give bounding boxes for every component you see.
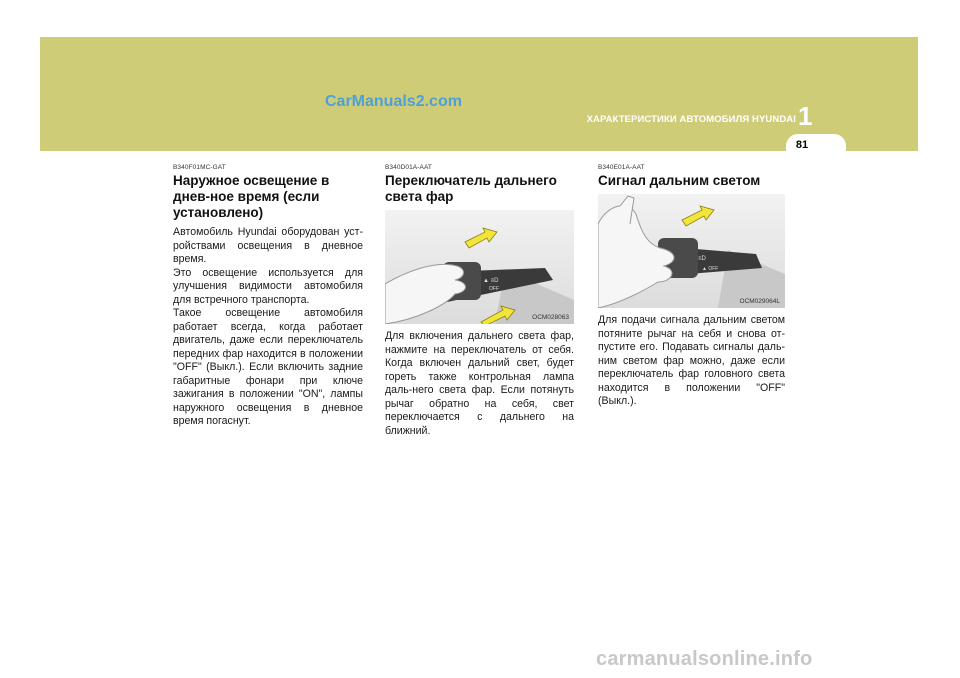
svg-text:▲ ≡D: ▲ ≡D [483, 278, 499, 284]
section-code: B340F01MC-GAT [173, 164, 226, 171]
figure-code: OCM028063 [532, 314, 569, 321]
section-title: Наружное освещение в днев-ное время (если установлено) [173, 173, 330, 220]
section-paragraph: Для подачи сигнала дальним светом потяните рычаг на себя и снова от-пустите его. Подавать сигналы даль-ним светом фар можно, даже если переключатель фар головного света находится в положении "OFF" (Выкл.). [598, 314, 785, 407]
chapter-number: 1 [798, 101, 813, 131]
section-flash-to-pass [598, 164, 785, 409]
section-title: Переключатель дальнего света фар [385, 173, 557, 204]
header-band [40, 37, 918, 151]
footer-watermark[interactable]: carmanualsonline.info [596, 648, 813, 670]
section-code: B340D01A-AAT [385, 164, 432, 171]
section-title: Сигнал дальним светом [598, 173, 761, 188]
figure-code: OCM029064L [739, 298, 780, 305]
section-paragraph: Для включения дальнего света фар, нажмите на переключатель от себя. Когда включен дальний свет, будет гореть также контрольная лампа даль-него света фар. Если потянуть рычаг обратно на себя, свет переключается с дальнего на ближний. [385, 330, 574, 437]
figure-flash-lever [598, 194, 785, 308]
svg-text:▲ OFF: ▲ OFF [702, 266, 719, 272]
lever-push-illustration [385, 210, 574, 324]
page-number: 81 [795, 139, 809, 151]
section-paragraph: Автомобиль Hyundai оборудован уст-ройствами освещения в дневное время. [173, 226, 363, 265]
section-paragraph: Это освещение используется для улучшения видимости автомобиля для встречного транспорта. [173, 266, 363, 306]
lever-pull-illustration [598, 194, 785, 308]
svg-text:OFF: OFF [489, 286, 499, 292]
section-high-beam-switch [385, 164, 574, 438]
svg-text:≡D: ≡D [698, 256, 706, 262]
watermark-text[interactable]: CarManuals2.com [325, 93, 462, 110]
section-code: B340E01A-AAT [598, 164, 645, 171]
section-paragraph: Такое освещение автомобиля работает всегда, когда работает двигатель, даже если переключатель передних фар находится в положении "OFF" (Выкл.). Если включить задние габаритные фонари при ключе зажигания в положении "ON", лампы наружного освещения в дневное время погаснут. [173, 307, 363, 427]
figure-high-beam-lever [385, 210, 574, 324]
chapter-title: ХАРАКТЕРИСТИКИ АВТОМОБИЛЯ HYUNDAI [586, 114, 796, 125]
section-daytime-lights [173, 164, 363, 429]
